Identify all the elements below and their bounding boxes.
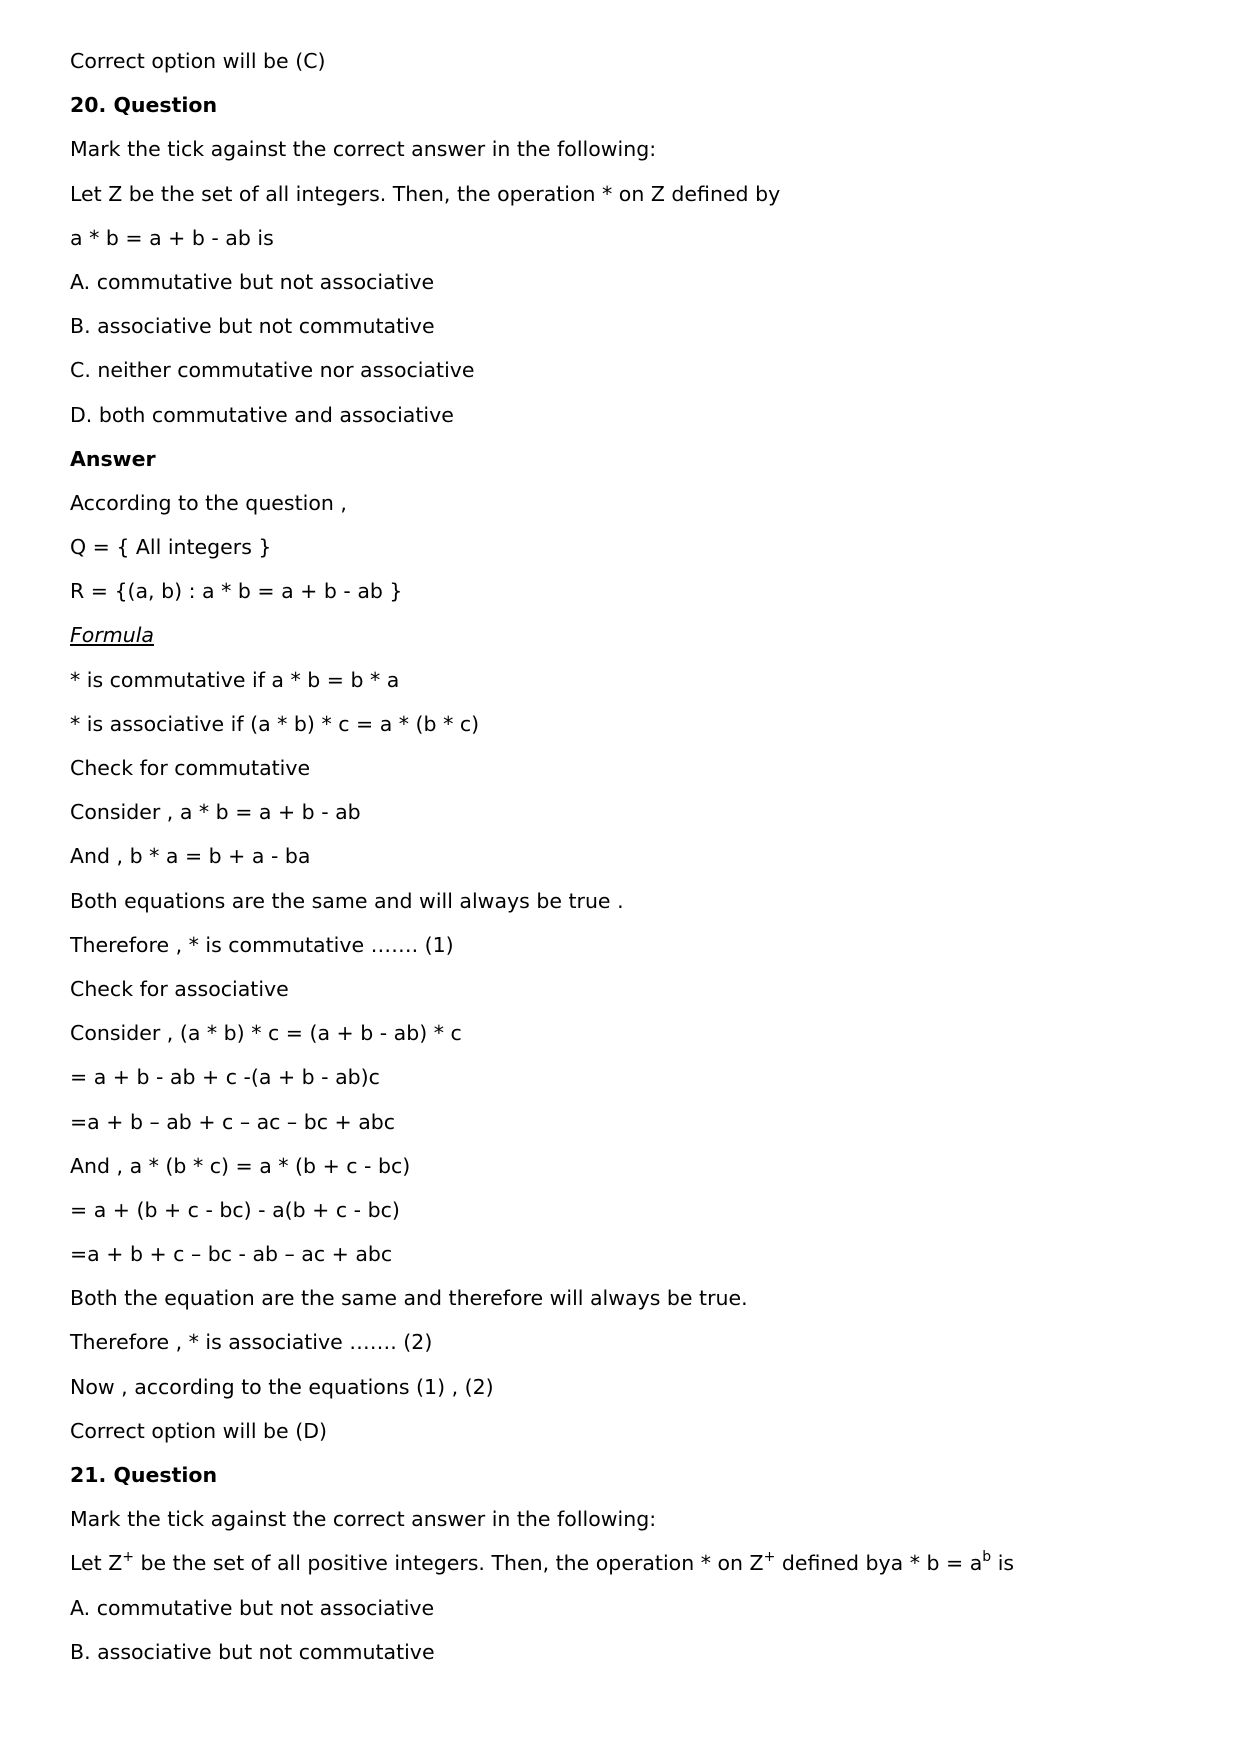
associative-step-5: = a + (b + c - bc) - a(b + c - bc) (70, 1197, 400, 1222)
q21-superscript-plus-2: + (763, 1549, 776, 1566)
prev-correct-option: Correct option will be (C) (70, 49, 326, 73)
q21-statement-part-4: is (991, 1551, 1015, 1576)
question-21-instruction: Mark the tick against the correct answer in the following: (70, 1507, 657, 1532)
question-21-heading: 21. Question (70, 1463, 218, 1487)
q21-superscript-plus-1: + (122, 1549, 135, 1566)
check-commutative-heading: Check for commutative (70, 756, 311, 780)
q21-statement-part-1: Let Z (70, 1551, 123, 1576)
commutative-step-2: And , b * a = b + a - ba (70, 844, 311, 869)
question-20-statement: Let Z be the set of all integers. Then, the operation * on Z defined by (70, 181, 781, 206)
question-21-option-a: A. commutative but not associative (70, 1595, 435, 1620)
answer-intro: According to the question , (70, 490, 347, 515)
correct-option-answer: Correct option will be (D) (70, 1418, 327, 1443)
question-20-instruction: Mark the tick against the correct answer in the following: (70, 137, 657, 162)
relation-definition-r: R = {(a, b) : a * b = a + b - ab } (70, 579, 403, 604)
formula-associative: * is associative if (a * b) * c = a * (b * c) (70, 711, 480, 736)
associative-step-2: = a + b - ab + c -(a + b - ab)c (70, 1065, 380, 1090)
check-associative-heading: Check for associative (70, 976, 289, 1001)
q21-statement-part-2: be the set of all positive integers. Then, the operation * on Z (134, 1551, 764, 1576)
question-20-operation: a * b = a + b - ab is (70, 225, 274, 250)
answer-heading: Answer (70, 446, 156, 471)
question-20-heading: 20. Question (70, 93, 218, 118)
question-21-option-b: B. associative but not commutative (70, 1639, 435, 1664)
associative-conclusion-text: Both the equation are the same and therefore will always be true. (70, 1286, 748, 1311)
document-page (70, 48, 1170, 1683)
associative-result: Therefore , * is associative ……. (2) (70, 1330, 433, 1355)
associative-step-1: Consider , (a * b) * c = (a + b - ab) * c (70, 1021, 462, 1046)
question-20-option-c: C. neither commutative nor associative (70, 358, 475, 383)
final-reasoning: Now , according to the equations (1) , (2) (70, 1374, 494, 1399)
q21-superscript-exponent: b (982, 1549, 992, 1566)
set-definition-q: Q = { All integers } (70, 535, 272, 560)
q21-statement-part-3: defined bya * b = a (775, 1551, 983, 1576)
question-20-option-b: B. associative but not commutative (70, 314, 435, 339)
commutative-conclusion-text: Both equations are the same and will always be true . (70, 888, 624, 913)
commutative-result: Therefore , * is commutative ……. (1) (70, 932, 454, 957)
formula-label: Formula (70, 623, 154, 648)
formula-commutative: * is commutative if a * b = b * a (70, 667, 400, 692)
question-21-statement (70, 1550, 1170, 1577)
commutative-step-1: Consider , a * b = a + b - ab (70, 800, 361, 825)
associative-step-3: =a + b – ab + c – ac – bc + abc (70, 1109, 396, 1134)
question-20-option-a: A. commutative but not associative (70, 269, 435, 294)
associative-step-6: =a + b + c – bc - ab – ac + abc (70, 1242, 393, 1267)
associative-step-4: And , a * (b * c) = a * (b + c - bc) (70, 1153, 411, 1178)
question-20-option-d: D. both commutative and associative (70, 402, 454, 427)
